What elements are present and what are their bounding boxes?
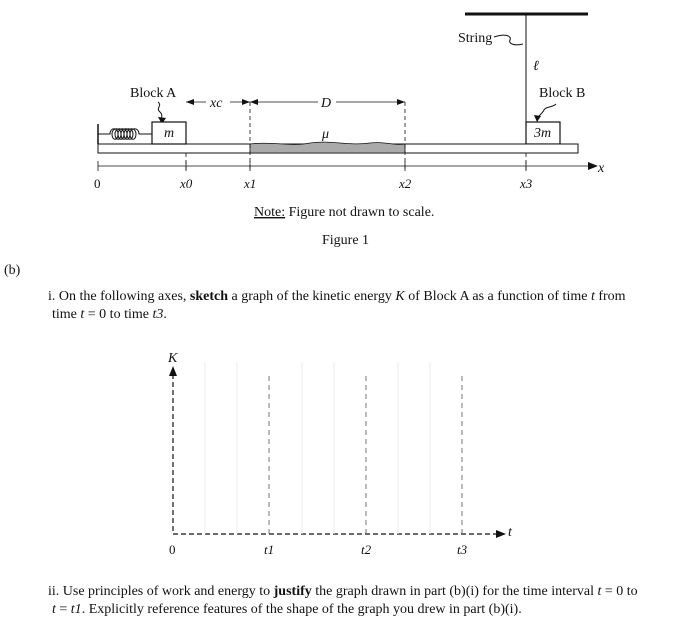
block-b-label: Block B bbox=[539, 86, 586, 101]
block-a-label: Block A bbox=[130, 86, 177, 101]
xc-arrow-right bbox=[242, 99, 250, 105]
graph-y-label: K bbox=[168, 351, 178, 366]
question-ii-line-2: t = t1. Explicitly reference features of the shape of the graph you drew in part (b)(i). bbox=[52, 602, 522, 617]
graph-label-t2: t2 bbox=[361, 542, 372, 557]
block-a-mass: m bbox=[164, 126, 175, 141]
question-i-line-1: i. On the following axes, sketch a graph of the kinetic energy K of Block A as a function of time t from bbox=[48, 289, 626, 304]
xc-arrow-left bbox=[186, 99, 194, 105]
d-arrow-left bbox=[250, 99, 258, 105]
rough-region bbox=[250, 142, 405, 153]
spring bbox=[98, 129, 152, 140]
tick-label-x3: x3 bbox=[520, 176, 533, 191]
tick-label-x2: x2 bbox=[399, 176, 412, 191]
tick-label-x0: x0 bbox=[180, 176, 193, 191]
question-i-line-2: time t = 0 to time t3. bbox=[52, 307, 167, 322]
graph-grid bbox=[205, 362, 430, 534]
tick-label-x1: x1 bbox=[244, 176, 257, 191]
figure-caption: Figure 1 bbox=[322, 233, 370, 248]
mu-label: μ bbox=[322, 127, 330, 142]
graph-label-t1: t1 bbox=[264, 542, 275, 557]
tick-label-0: 0 bbox=[94, 176, 101, 191]
string-label-pointer bbox=[494, 35, 523, 45]
block-b-mass: 3m bbox=[534, 126, 552, 141]
kinetic-energy-graph[interactable] bbox=[0, 340, 676, 575]
d-label: D bbox=[321, 96, 332, 111]
d-arrow-right bbox=[397, 99, 405, 105]
graph-x-arrow bbox=[496, 530, 506, 538]
question-ii-line-1: ii. Use principles of work and energy to justify the graph drawn in part (b)(i) for the time interval t = 0 to bbox=[48, 584, 638, 599]
x-axis-arrow bbox=[588, 162, 598, 170]
figure-1 bbox=[0, 0, 676, 260]
part-label: (b) bbox=[4, 263, 21, 278]
graph-origin-label: 0 bbox=[169, 542, 176, 557]
figure-note: Note: Figure not drawn to scale. bbox=[254, 205, 435, 220]
string-label: String bbox=[458, 31, 493, 46]
graph-x-label: t bbox=[508, 525, 512, 540]
x-axis-label: x bbox=[598, 161, 605, 176]
graph-label-t3: t3 bbox=[457, 542, 468, 557]
length-label: ℓ bbox=[533, 59, 539, 74]
block-b-pointer-head bbox=[534, 115, 541, 122]
xc-label: xc bbox=[210, 96, 223, 111]
